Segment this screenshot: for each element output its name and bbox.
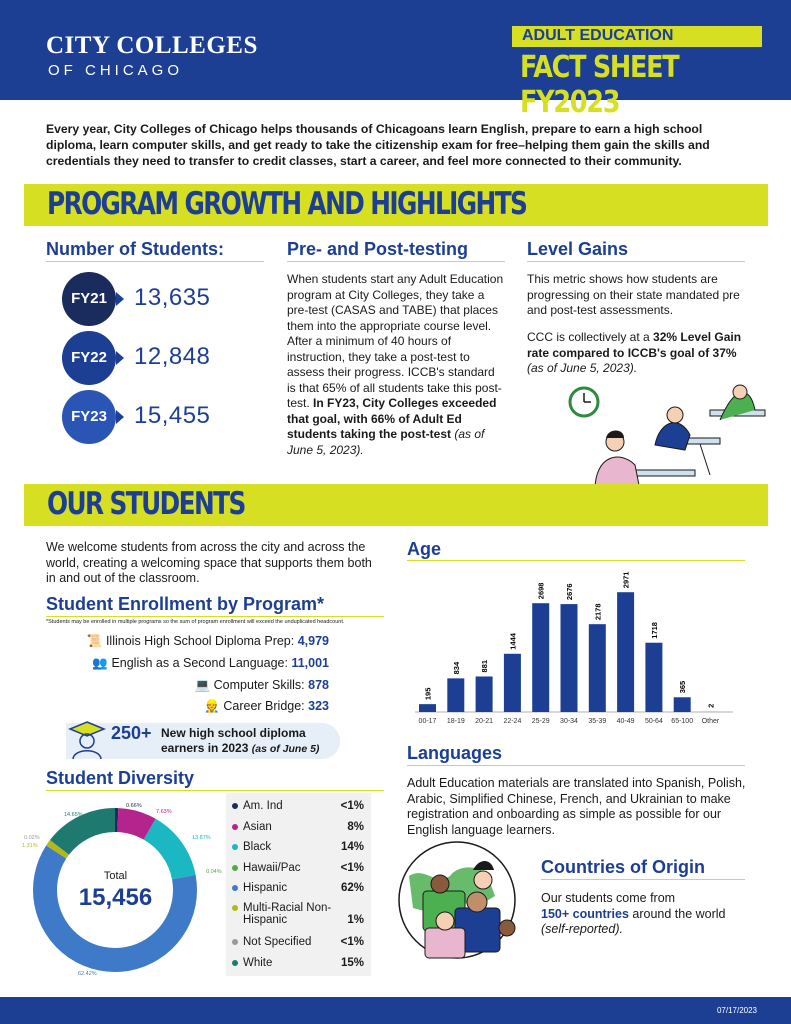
people-speech-icon: 👥: [92, 656, 108, 670]
enrollment-row: [87, 634, 329, 649]
intro-paragraph: Every year, City Colleges of Chicago helps thousands of Chicagoans learn English, prepare to earn a high school diploma, learn computer skills, and get ready to take the citizenship exam for free–helping them gain the skills and credentials they need to transfer to credit classes, start a career, and feel more connected to their community.: [46, 122, 710, 168]
age-bar-label: 881: [480, 659, 490, 673]
age-bar-label: 2698: [536, 582, 546, 600]
legend-label: Multi-Racial Non-Hispanic: [243, 902, 332, 926]
enrollment-row: [195, 678, 329, 693]
enrollment-heading: Student Enrollment by Program*: [46, 594, 325, 614]
donut-total-label: Total: [103, 870, 128, 882]
level-text-2: [527, 330, 747, 377]
legend-label: Black: [243, 841, 272, 853]
enrollment-label: English as a Second Language:: [111, 656, 288, 670]
age-bar-label: 2: [706, 703, 716, 708]
fy-value: 15,455: [134, 402, 211, 429]
age-tick-label: 50-64: [644, 718, 663, 725]
legend-value: 15%: [340, 957, 364, 969]
enrollment-value: 4,979: [297, 634, 329, 648]
age-tick-label: 25-29: [531, 718, 550, 725]
students-heading: Number of Students:: [46, 239, 224, 259]
testing-body: When students start any Adult Education program at City Colleges, they take a pre-test (CASAS and TABE) that places them into the appropriate course level. After a minimum of 40 hours of instruction, they take a post-test to assess their progress. ICCB's standard is that 65% of all students take this post-test.: [287, 272, 504, 410]
age-bar-label: 2676: [565, 583, 574, 601]
age-bar-chart: [407, 565, 747, 730]
divider: [541, 879, 745, 880]
enrollment-value: 323: [308, 699, 329, 713]
legend-item: [232, 882, 364, 894]
legend-color-dot: [232, 865, 238, 871]
legend-color-dot: [232, 844, 238, 850]
page-title: FACT SHEET FY2023: [520, 50, 679, 120]
logo-subtitle: OF CHICAGO: [48, 62, 184, 79]
diploma-label: New high school diploma earners in 2023: [161, 726, 306, 755]
level-heading: Level Gains: [527, 239, 629, 259]
legend-item: [232, 862, 364, 874]
computer-icon: 💻: [194, 678, 211, 692]
donut-slice-label: 7.63%: [156, 809, 172, 815]
legend-value: <1%: [340, 862, 364, 874]
age-bar: [419, 704, 436, 712]
fy-badge: FY23: [62, 390, 116, 444]
legend-color-dot: [232, 939, 238, 945]
age-bar: [645, 643, 662, 712]
testing-highlight: In FY23, City Colleges exceeded that goal, with 66% of Adult Ed students taking the post-test: [287, 396, 497, 441]
age-tick-label: 35-39: [588, 718, 607, 725]
arrow-icon: [116, 351, 124, 365]
legend-item: [232, 821, 364, 833]
age-bar-label: 2178: [593, 603, 603, 621]
testing-heading: Pre- and Post-testing: [287, 239, 469, 259]
arrow-icon: [116, 410, 124, 424]
age-tick-label: Other: [701, 718, 720, 725]
fy-badge: FY21: [62, 272, 116, 326]
legend-color-dot: [232, 885, 238, 891]
age-tick-label: 65-100: [671, 718, 694, 725]
countries-text: [541, 891, 751, 938]
footer-bar: [0, 997, 791, 1024]
legend-value: <1%: [340, 800, 364, 812]
divider: [46, 790, 384, 791]
welcome-text: We welcome students from across the city and across the world, creating a welcoming space that supports them both in and out of the classroom.: [46, 540, 372, 585]
diploma-note: (as of June 5): [251, 743, 320, 755]
age-tick-label: 40-49: [616, 718, 635, 725]
countries-note: (self-reported).: [541, 922, 623, 936]
countries-text-end: around the world: [632, 906, 726, 921]
section-title: PROGRAM GROWTH AND HIGHLIGHTS: [47, 186, 527, 222]
level-highlight: 32% Level Gain rate compared to ICCB's goal of 37%: [527, 330, 742, 360]
legend-item: [232, 841, 364, 853]
legend-item: [232, 800, 364, 812]
legend-color-dot: [232, 960, 238, 966]
countries-heading: Countries of Origin: [541, 857, 705, 877]
age-bar-label: 1718: [649, 622, 659, 639]
divider: [287, 261, 505, 262]
legend-value: 1%: [347, 914, 364, 926]
enrollment-label: Computer Skills:: [213, 678, 305, 692]
footer-date: 07/17/2023: [716, 1006, 757, 1015]
legend-color-dot: [232, 824, 238, 830]
donut-slice-label: 0.02%: [24, 835, 40, 841]
legend-color-dot: [232, 905, 238, 911]
age-bar: [504, 654, 521, 712]
legend-label: Hawaii/Pac: [243, 862, 301, 874]
age-tick-label: 20-21: [475, 718, 494, 725]
age-bar: [476, 676, 493, 712]
level-text-start: CCC is collectively at a: [527, 330, 650, 344]
testing-note: (as of June 5, 2023).: [287, 427, 485, 457]
students-testing-illustration: [560, 380, 770, 490]
testing-text: [287, 272, 505, 458]
diploma-text: [161, 726, 341, 757]
age-tick-label: 22-24: [503, 718, 522, 725]
legend-color-dot: [232, 803, 238, 809]
age-heading: Age: [407, 539, 442, 559]
age-bar-label: 1444: [508, 633, 518, 650]
enrollment-value: 11,001: [291, 656, 329, 670]
divider: [46, 261, 264, 262]
legend-item: [232, 936, 364, 948]
age-bar: [589, 624, 606, 712]
diversity-heading: Student Diversity: [46, 768, 195, 788]
donut-slice-label: 62.42%: [78, 971, 97, 977]
enrollment-value: 878: [308, 678, 329, 692]
workers-icon: 👷: [204, 699, 220, 713]
donut-slice-label: 0.66%: [126, 803, 142, 809]
legend-label: Not Specified: [243, 936, 312, 948]
globe-people-illustration: [395, 836, 525, 964]
age-tick-label: 18-19: [446, 718, 465, 725]
legend-item: [232, 957, 364, 969]
age-bar: [532, 603, 549, 712]
countries-highlight: 150+ countries: [541, 906, 629, 921]
enrollment-row: [204, 699, 329, 714]
age-bar: [447, 678, 464, 712]
fy-value: 13,635: [134, 284, 211, 311]
legend-item: [232, 902, 364, 926]
divider: [407, 765, 745, 766]
header-tag: ADULT EDUCATION: [512, 26, 762, 47]
enrollment-label: Career Bridge:: [223, 699, 305, 713]
legend-label: Am. Ind: [243, 800, 283, 812]
donut-slice-label: 13.87%: [192, 835, 211, 841]
age-bar: [617, 592, 634, 712]
legend-value: <1%: [340, 936, 364, 948]
fy-badge: FY22: [62, 331, 116, 385]
logo-title: CITY COLLEGES: [46, 32, 258, 59]
languages-heading: Languages: [407, 743, 503, 763]
age-bar-label: 834: [451, 661, 461, 675]
legend-value: 62%: [340, 882, 364, 894]
enrollment-footnote: *Students may be enrolled in multiple programs so the sum of program enrollment will exceed the unduplicated headcount.: [46, 619, 345, 625]
section-title: OUR STUDENTS: [47, 486, 245, 522]
divider: [527, 261, 745, 262]
countries-text-start: Our students come from: [541, 891, 676, 905]
legend-value: 8%: [347, 821, 364, 833]
age-bar: [674, 697, 691, 712]
age-bar: [561, 604, 578, 712]
donut-slice-label: 14.65%: [64, 812, 83, 818]
age-bar-label: 365: [678, 680, 688, 694]
age-tick-label: 30-34: [560, 718, 578, 725]
donut-slice-label: 1.31%: [22, 843, 38, 849]
legend-label: White: [243, 957, 273, 969]
donut-total-value: 15,456: [78, 884, 153, 911]
age-tick-label: 00-17: [418, 718, 437, 725]
age-bar-label: 195: [423, 687, 433, 701]
fy-value: 12,848: [134, 343, 211, 370]
divider: [407, 560, 745, 561]
graduate-icon: [68, 720, 106, 760]
legend-value: 14%: [340, 841, 364, 853]
enrollment-row: [92, 656, 329, 671]
level-note: (as of June 5, 2023).: [527, 361, 638, 375]
diploma-icon: 📜: [86, 634, 103, 648]
languages-text: Adult Education materials are translated into Spanish, Polish, Arabic, Simplified Chinese, French, and Ukrainian to make registration and onboarding as simple as possible for our English language learners.: [407, 776, 746, 837]
legend-label: Hispanic: [243, 882, 288, 894]
donut-slice-label: 0.04%: [206, 869, 222, 875]
age-bar-label: 2971: [621, 571, 631, 589]
clock-icon: [570, 388, 598, 416]
enrollment-label: Illinois High School Diploma Prep:: [105, 634, 295, 648]
level-text-1: This metric shows how students are progressing on their state mandated pre and post-test assessments.: [527, 272, 740, 317]
diploma-count: 250+: [111, 723, 152, 743]
legend-label: Asian: [243, 821, 272, 833]
divider: [46, 616, 384, 617]
arrow-icon: [116, 292, 124, 306]
